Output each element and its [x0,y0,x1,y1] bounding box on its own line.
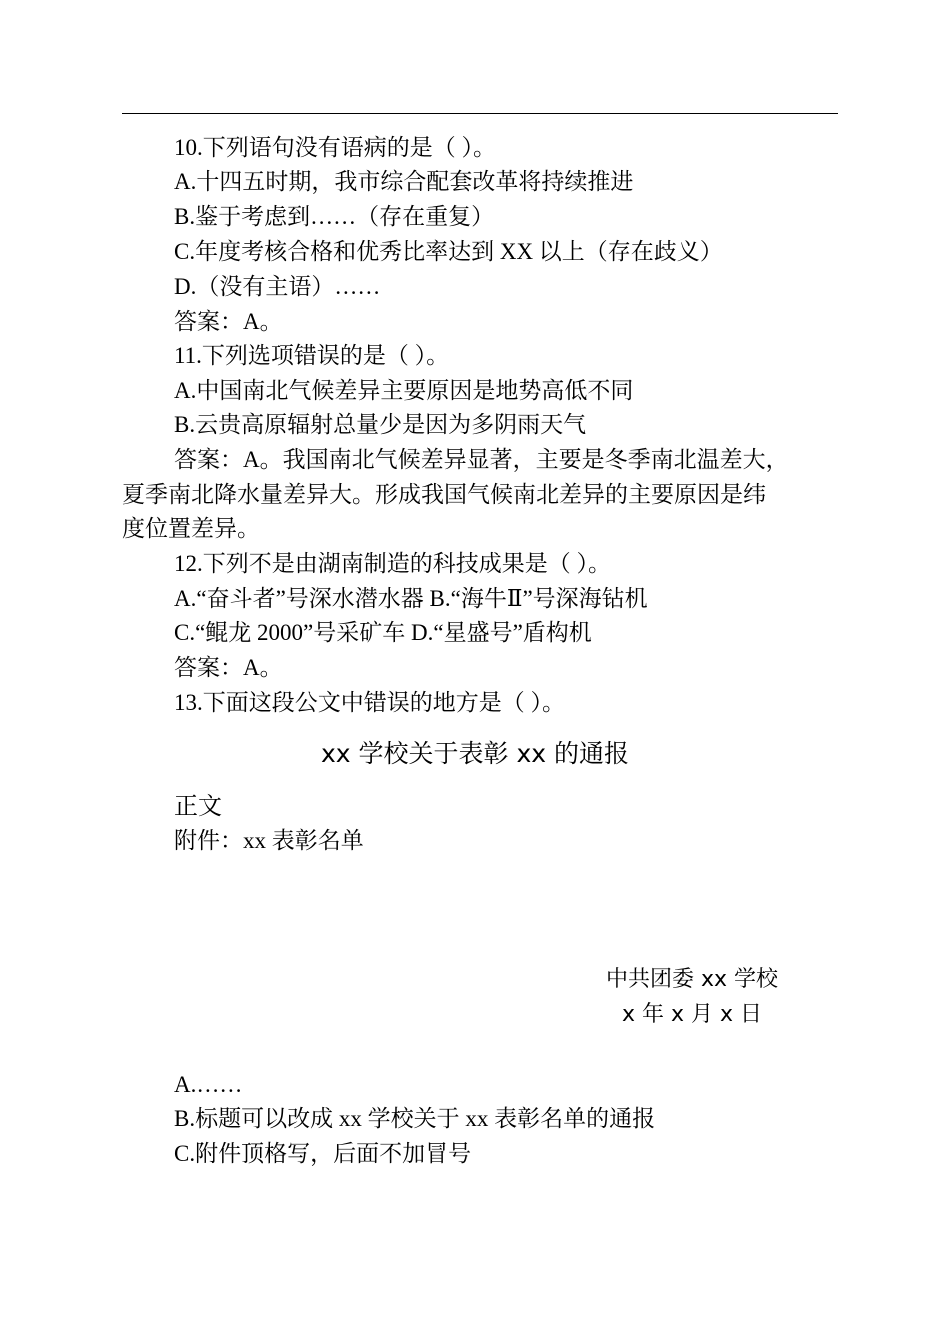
notice-body: 正文 [174,792,222,820]
q11-option-a: A.中国南北气候差异主要原因是地势高低不同 [174,378,634,403]
q10-answer: 答案：A。 [174,309,283,334]
notice-date: x 年 x 月 x 日 [621,1002,763,1027]
q11-answer-line-2: 夏季南北降水量差异大。形成我国气候南北差异的主要原因是纬 [122,482,766,507]
notice-signer: 中共团委 xx 学校 [605,967,779,992]
q13-option-b: B.标题可以改成 xx 学校关于 xx 表彰名单的通报 [174,1106,656,1131]
q11-stem: 11.下列选项错误的是（ ）。 [174,343,450,368]
q12-options-row-1: A.“奋斗者”号深水潜水器 B.“海牛Ⅱ”号深海钻机 [174,586,648,611]
q13-stem: 13.下面这段公文中错误的地方是（ ）。 [174,690,565,715]
q10-option-b: B.鉴于考虑到……（存在重复） [174,204,495,229]
q10-option-a: A.十四五时期，我市综合配套改革将持续推进 [174,169,634,194]
q12-answer: 答案：A。 [174,655,283,680]
q10-option-c: C.年度考核合格和优秀比率达到 XX 以上（存在歧义） [174,239,723,264]
q13-option-a: A.…… [174,1072,243,1097]
q11-answer-line-3: 度位置差异。 [122,516,260,541]
q11-answer-line-1: 答案：A。我国南北气候差异显著，主要是冬季南北温差大， [174,447,789,472]
q11-option-b: B.云贵高原辐射总量少是因为多阴雨天气 [174,412,587,437]
q12-stem: 12.下列不是由湖南制造的科技成果是（ ）。 [174,551,611,576]
q10-stem: 10.下列语句没有语病的是（ ）。 [174,135,496,160]
q13-option-c: C.附件顶格写，后面不加冒号 [174,1141,472,1166]
notice-attachment: 附件：xx 表彰名单 [174,828,364,853]
notice-title: xx 学校关于表彰 xx 的通报 [320,739,630,768]
q12-options-row-2: C.“鲲龙 2000”号采矿车 D.“星盛号”盾构机 [174,620,592,645]
header-rule [122,113,838,114]
q10-option-d: D.（没有主语）…… [174,274,381,299]
